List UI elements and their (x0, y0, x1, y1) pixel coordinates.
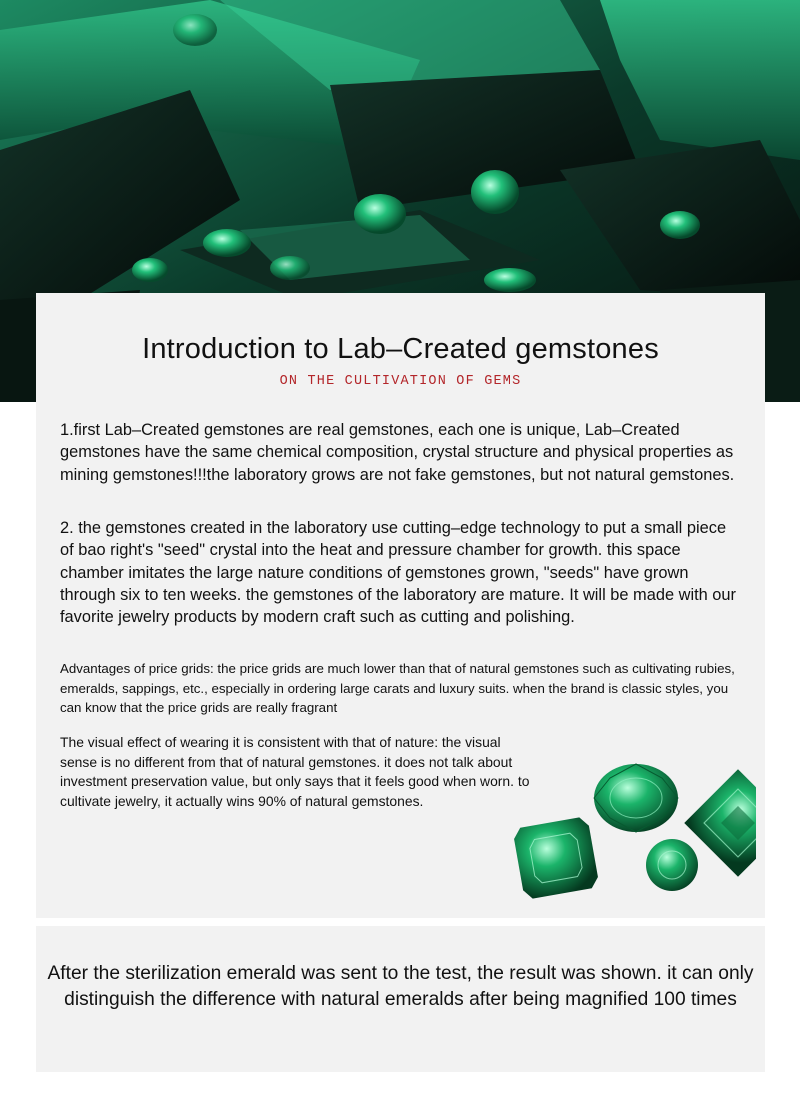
paragraph-lab-process: 2. the gemstones created in the laboratory use cutting–edge technology to put a small piece of bao right's "seed" crystal into the heat and pressure chamber for growth. this space chamber imitates the large nature conditions of gemstones grown, "seeds" have grown through six to ten weeks. the gemstones of the laboratory are mature. It will be made with our favorite jewelry products by modern craft such as cutting and polishing. (60, 519, 737, 627)
paragraph-price-advantages: Advantages of price grids: the price grids are much lower than that of natural gemstones such as cultivating rubies, emeralds, sappings, etc., especially in ordering large carats and luxury suits. when the brand is classic styles, you can know that the price grids are really fragrant (60, 661, 735, 715)
emerald-gems-illustration (506, 753, 756, 903)
emerald-cut-gem-icon (512, 816, 599, 900)
page-title: Introduction to Lab–Created gemstones (142, 333, 659, 365)
paragraph-real-gemstones: 1.first Lab–Created gemstones are real gemstones, each one is unique, Lab–Created gemstones have the same chemical composition, crystal structure and physical properties as mining gemstones!!!the laboratory grows are not fake gemstones, but not natural gemstones. (60, 421, 735, 484)
test-result-box (36, 926, 765, 1072)
test-result-text: After the sterilization emerald was sent to the test, the result was shown. it can only distinguish the difference with natural emeralds after being magnified 100 times (47, 963, 754, 1010)
oval-gem-icon (594, 764, 678, 832)
round-gem-icon (646, 839, 698, 891)
intro-card (36, 293, 765, 918)
page-subtitle: ON THE CULTIVATION OF GEMS (279, 374, 522, 389)
paragraph-visual-effect: The visual effect of wearing it is consistent with that of nature: the visual sense is no different from that of natural gemstones. it does not talk about investment preservation value, but only says that it feels good when worn. to cultivate jewelry, it actually wins 90% of natural gemstones. (60, 734, 530, 809)
